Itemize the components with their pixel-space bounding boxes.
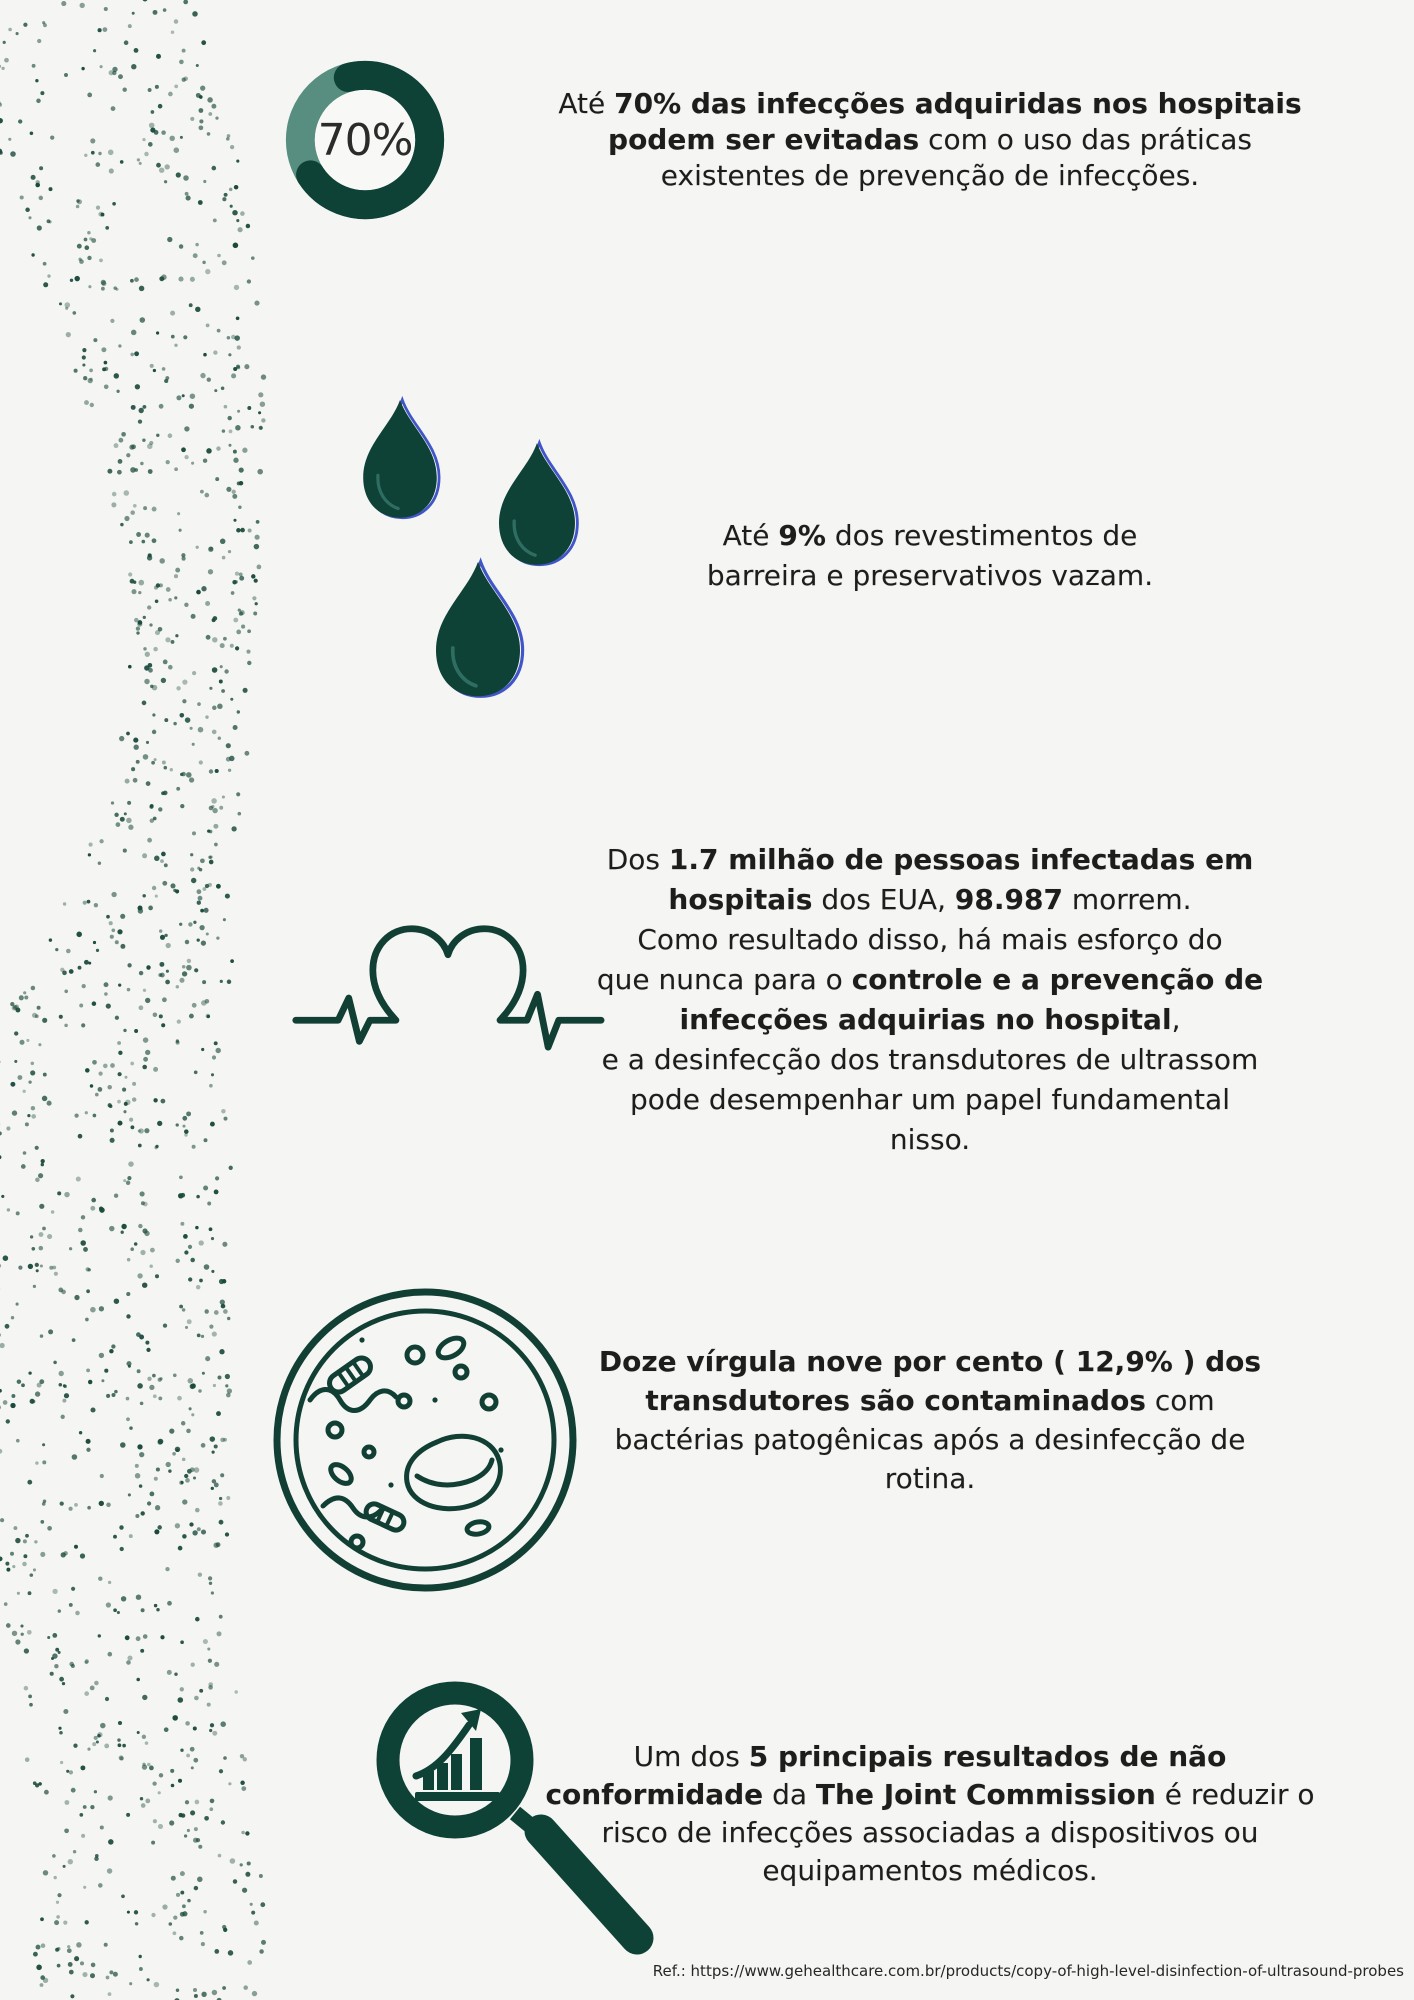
text-line: existentes de prevenção de infecções. [660,159,1200,192]
text-line: pode desempenhar um papel fundamental [630,1083,1230,1116]
text-line: podem ser evitadas com o uso das práticas [608,123,1252,156]
text-line: equipamentos médicos. [762,1854,1098,1887]
stat-text-joint-commission [500,1738,1360,1890]
text-line: Doze vírgula nove por cento ( 12,9% ) dos [598,1345,1262,1378]
text-line: transdutores são contaminados com [645,1384,1215,1417]
text-line: rotina. [884,1462,976,1495]
text-line: Até 70% das infecções adquiridas nos hospitais [558,87,1302,120]
dotted-swirl-pattern [0,0,280,2000]
text-line: hospitais dos EUA, 98.987 morrem. [668,883,1192,916]
text-line: bactérias patogênicas após a desinfecção de [614,1423,1246,1456]
text-line: Como resultado disso, há mais esforço do [637,923,1223,956]
reference-text: Ref.: https://www.gehealthcare.com.br/products/copy-of-high-level-disinfection-of-ultrasound-probes [652,1962,1404,1980]
text-line: barreira e preservativos vazam. [706,559,1154,592]
text-line: infecções adquirias no hospital, [679,1003,1181,1036]
stat-text-vazamentos [500,516,1360,596]
stat-text-mortes [500,840,1360,1160]
text-line: risco de infecções associadas a dispositivos ou [601,1816,1259,1849]
text-line: Até 9% dos revestimentos de [722,519,1138,552]
text-line: Um dos 5 principais resultados de não [633,1740,1227,1773]
donut-value-label: 70% [317,114,413,166]
text-line: que nunca para o controle e a prevenção de [596,963,1264,996]
stat-text-prevencao [500,86,1360,194]
stat-text-contaminacao [500,1342,1360,1498]
text-line: conformidade da The Joint Commission é reduzir o [545,1778,1315,1811]
text-line: nisso. [889,1123,971,1156]
text-line: Dos 1.7 milhão de pessoas infectadas em [606,843,1254,876]
text-line: e a desinfecção dos transdutores de ultrassom [601,1043,1259,1076]
